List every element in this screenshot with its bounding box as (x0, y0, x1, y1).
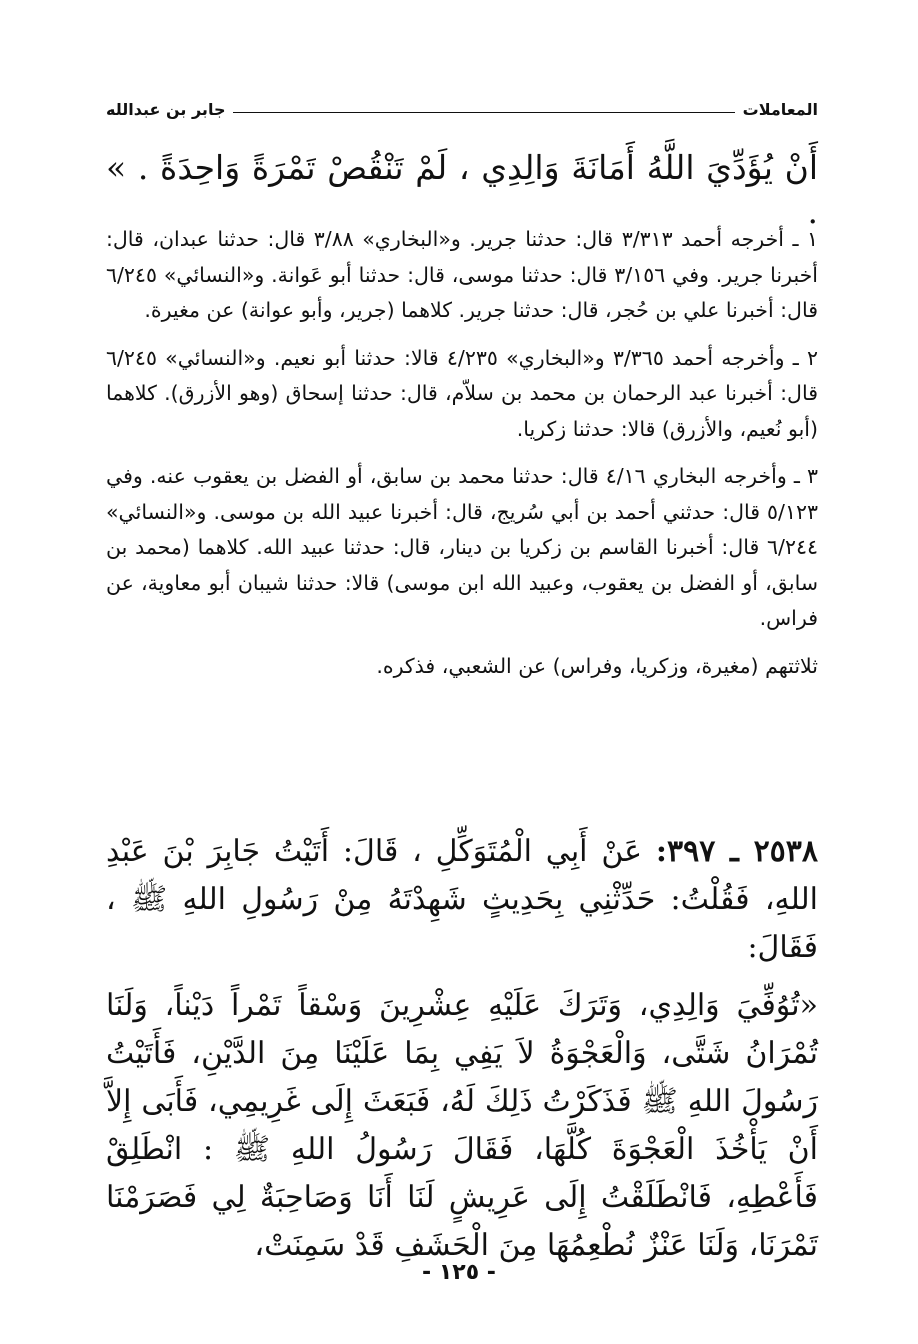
section-title: المعاملات (742, 99, 818, 119)
takhrij-notes (106, 222, 818, 696)
header-rule (233, 112, 734, 113)
notes-summary: ثلاثتهم (مغيرة، وزكريا، وفراس) عن الشعبي، فذكره. (376, 653, 818, 678)
note-2: ٢ ـ وأخرجه أحمد ٣/٣٦٥ و«البخاري» ٤/٢٣٥ قالا: حدثنا أبو نعيم. و«النسائي» ٦/٢٤٥ قال: أخبرنا عبد الرحمان بن محمد بن سلاّم، قال: حدثنا إسحاق (وهو الأزرق). كلاهما (أبو نُعيم، والأزرق) قالا: حدثنا زكريا. (106, 345, 818, 441)
book-title: جابر بن عبدالله (106, 99, 226, 119)
hadith-matn: «تُوُفِّيَ وَالِدِي، وَتَرَكَ عَلَيْهِ عِشْرِينَ وَسْقاً تَمْراً دَيْناً، وَلَنَا تُمْرَانُ شَتَّى، وَالْعَجْوَةُ لاَ يَفِي بِمَا عَلَيْنَا مِنَ الدَّيْنِ، فَأَتَيْتُ رَسُولَ اللهِ ﷺ فَذَكَرْتُ ذَلِكَ لَهُ، فَبَعَثَ إِلَى غَرِيمِي، فَأَبَى إِلاَّ أَنْ يَأْخُذَ الْعَجْوَةَ كُلَّهَا، فَقَالَ رَسُولُ اللهِ ﷺ : انْطَلِقْ فَأَعْطِهِ، فَانْطَلَقْتُ إِلَى عَرِيشٍ لَنَا أَنَا وَصَاحِبَةٌ لِي فَصَرَمْنَا تَمْرَنَا، وَلَنَا عَنْزٌ نُطْعِمُهَا مِنَ الْحَشَفِ قَدْ سَمِنَتْ، (106, 988, 818, 1263)
hadith-isnad: عَنْ أَبِي الْمُتَوَكِّلِ ، قَالَ: أَتَيْتُ جَابِرَ بْنَ عَبْدِ اللهِ، فَقُلْتُ: حَدِّثْنِي بِحَدِيثٍ شَهِدْتَهُ مِنْ رَسُولِ اللهِ ﷺ ، فَقَالَ: (106, 834, 818, 965)
hadith-2538 (106, 828, 818, 1270)
page-number: - ١٢٥ - (422, 1260, 496, 1285)
running-header (106, 96, 818, 122)
note-1: ١ ـ أخرجه أحمد ٣/٣١٣ قال: حدثنا جرير. و«البخاري» ٣/٨٨ قال: حدثنا عبدان، قال: أخبرنا جرير. وفي ٣/١٥٦ قال: حدثنا موسى، قال: حدثنا أبو عَوانة. و«النسائي» ٦/٢٤٥ قال: أخبرنا علي بن حُجر، قال: حدثنا جرير. كلاهما (جرير، وأبو عوانة) عن مغيرة. (106, 227, 818, 322)
previous-hadith-ending: أَنْ يُؤَدِّيَ اللَّهُ أَمَانَةَ وَالِدِي ، لَمْ تَنْقُصْ تَمْرَةً وَاحِدَةً . » . (106, 148, 818, 231)
note-3: ٣ ـ وأخرجه البخاري ٤/١٦ قال: حدثنا محمد بن سابق، أو الفضل بن يعقوب عنه. وفي ٥/١٢٣ قال: حدثني أحمد بن أبي سُريج، قال: أخبرنا عبيد الله بن موسى. و«النسائي» ٦/٢٤٤ قال: أخبرنا القاسم بن زكريا بن دينار، قال: حدثنا عبيد الله. كلاهما (محمد بن سابق، أو الفضل بن يعقوب، وعبيد الله ابن موسى) قالا: حدثنا شيبان أبو معاوية، عن فراس. (106, 464, 818, 630)
hadith-number: ٢٥٣٨ ـ ٣٩٧: (655, 834, 819, 869)
hadith-heading (106, 828, 818, 972)
